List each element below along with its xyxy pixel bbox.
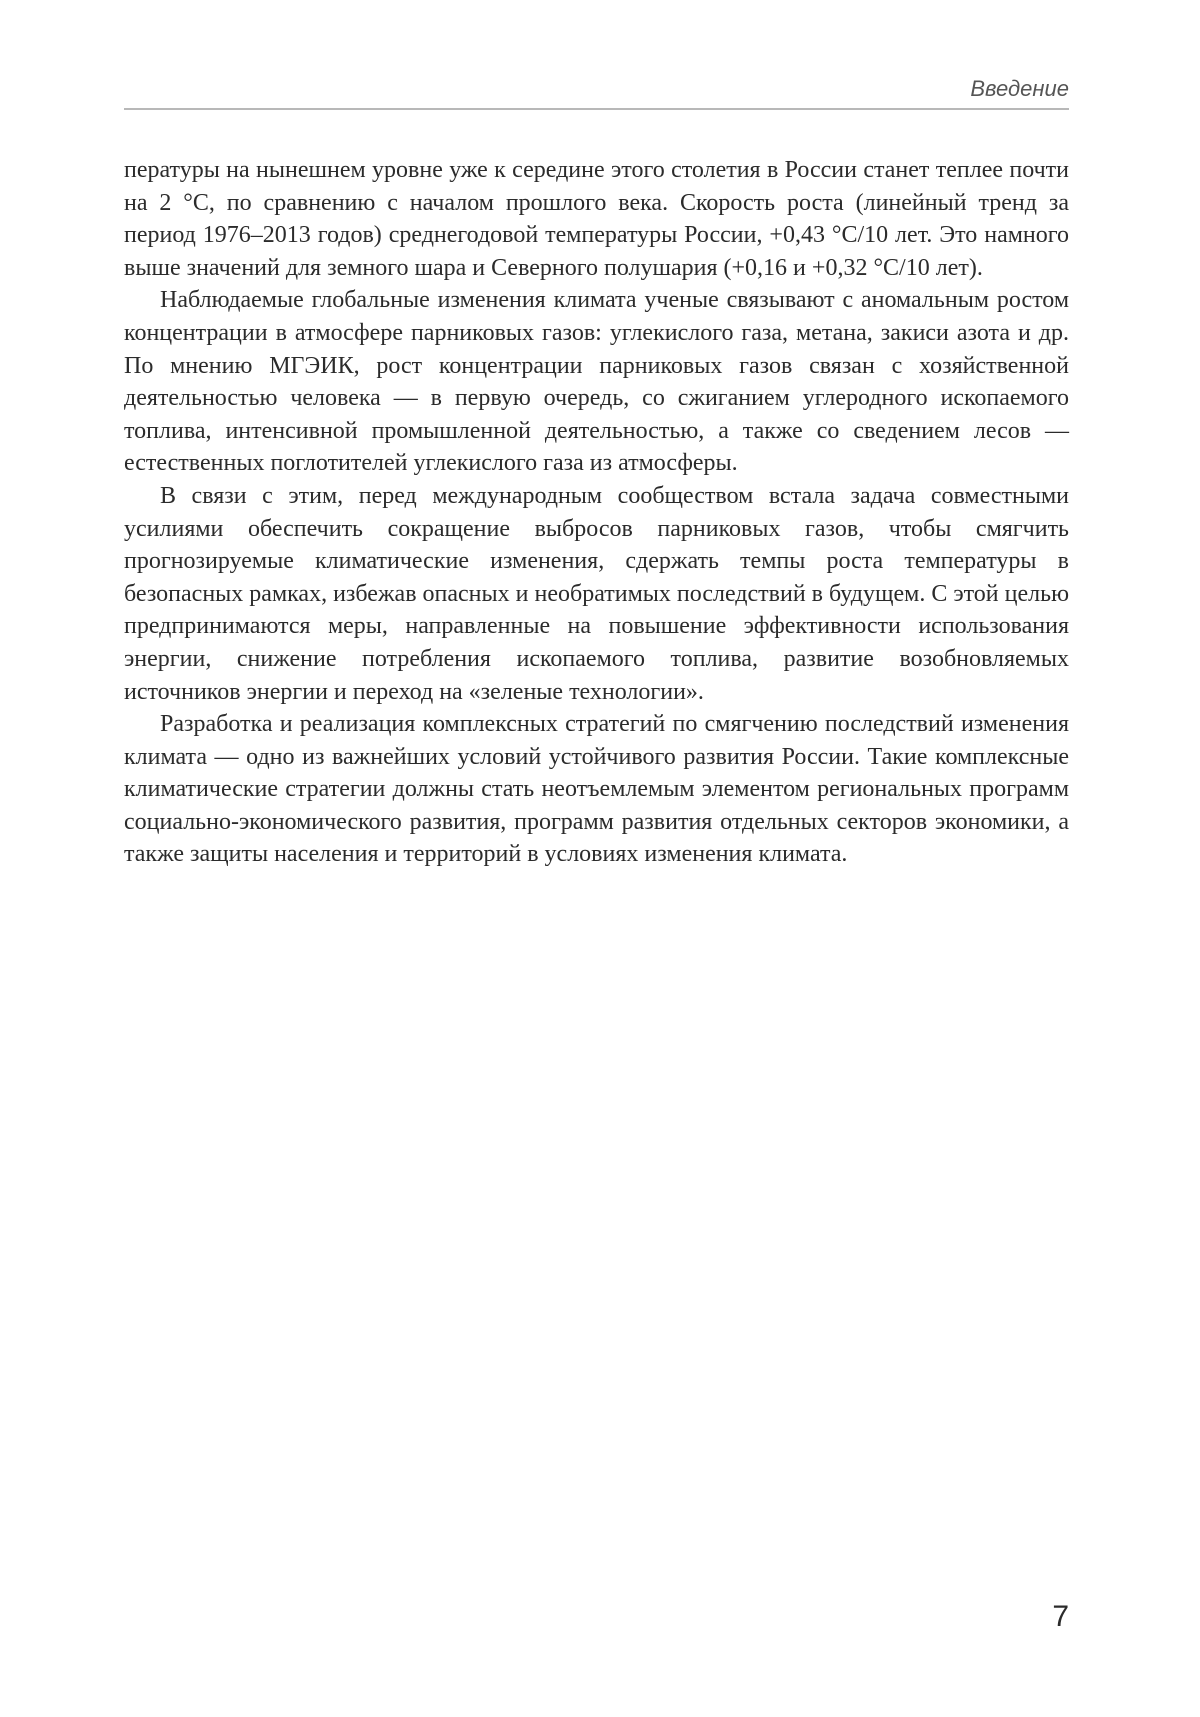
body-text bbox=[124, 154, 1069, 871]
page-number: 7 bbox=[1052, 1600, 1069, 1633]
paragraph-1: пературы на нынешнем уровне уже к середине этого столетия в России станет теплее почти на 2 °С, по сравнению с началом прошлого века. Скорость роста (линейный тренд за период 1976–2013 годов) среднегодовой температуры России, +0,43 °С/10 лет. Это намного выше значений для земного шара и Северного полушария (+0,16 и +0,32 °С/10 лет). bbox=[124, 157, 1069, 281]
paragraph-3: В связи с этим, перед международным сообществом встала задача совместными усилиями обеспечить сокращение выбросов парниковых газов, чтобы смягчить прогнозируемые климатические изменения, сдержать темпы роста температуры в безопасных рамках, избежав опасных и необратимых последствий в будущем. С этой целью предпринимаются меры, направленные на повышение эффективности использования энергии, снижение потребления ископаемого топлива, развитие возобновляемых источников энергии и переход на «зеленые технологии». bbox=[124, 482, 1069, 705]
running-header-title: Введение bbox=[970, 76, 1069, 101]
running-header bbox=[124, 74, 1069, 110]
paragraph-4: Разработка и реализация комплексных стратегий по смягчению последствий изменения климата — одно из важнейших условий устойчивого развития России. Такие комплексные климатические стратегии должны стать неотъемлемым элементом региональных программ социально-экономического развития, программ развития отдельных секторов экономики, а также защиты населения и территорий в условиях изменения климата. bbox=[124, 711, 1069, 868]
paragraph-2: Наблюдаемые глобальные изменения климата ученые связывают с аномальным ростом концентрации в атмосфере парниковых газов: углекислого газа, метана, закиси азота и др. По мнению МГЭИК, рост концентрации парниковых газов связан с хозяйственной деятельностью человека — в первую очередь, со сжиганием углеродного ископаемого топлива, интенсивной промышленной деятельностью, а также со сведением лесов — естественных поглотителей углекислого газа из атмосферы. bbox=[124, 287, 1069, 477]
